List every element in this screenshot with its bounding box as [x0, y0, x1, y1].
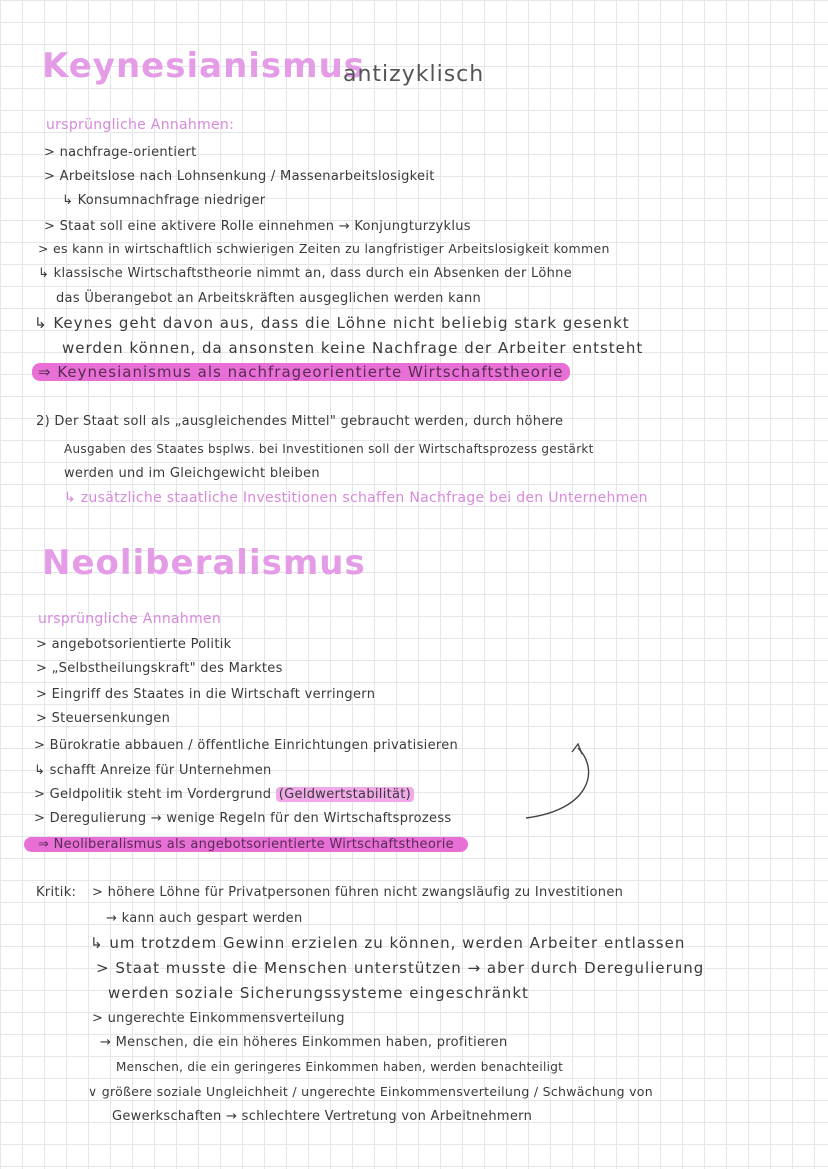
keynes-title: Keynesianismus	[42, 46, 366, 86]
kritik-line: → Menschen, die ein höheres Einkommen haben, profitieren	[100, 1035, 508, 1050]
neo-line: > Steuersenkungen	[36, 711, 171, 726]
keynes-conclusion: ⇒ Keynesianismus als nachfrageorientierte Wirtschaftstheorie	[32, 363, 570, 381]
keynes-line: werden können, da ansonsten keine Nachfrage der Arbeiter entsteht	[62, 339, 644, 357]
kritik-line: ↳ um trotzdem Gewinn erzielen zu können, werden Arbeiter entlassen	[90, 934, 686, 952]
keynes-line: ↳ klassische Wirtschaftstheorie nimmt an, dass durch ein Absenken der Löhne	[38, 266, 573, 281]
neo-line: > Eingriff des Staates in die Wirtschaft verringern	[36, 687, 376, 702]
neo-conclusion: ⇒ Neoliberalismus als angebotsorientierte Wirtschaftstheorie	[24, 836, 468, 854]
kritik-line: werden soziale Sicherungssysteme eingeschränkt	[108, 984, 529, 1002]
keynes-line: > es kann in wirtschaftlich schwierigen Zeiten zu langfristiger Arbeitslosigkeit kommen	[38, 241, 610, 256]
keynes-line: das Überangebot an Arbeitskräften ausgeglichen werden kann	[56, 291, 482, 306]
keynes-line: > Arbeitslose nach Lohnsenkung / Massenarbeitslosigkeit	[44, 169, 435, 184]
keynes-point2-line: werden und im Gleichgewicht bleiben	[64, 466, 320, 481]
kritik-line: > ungerechte Einkommensverteilung	[92, 1011, 345, 1026]
keynes-subtitle: antizyklisch	[343, 62, 485, 87]
neo-line: > angebotsorientierte Politik	[36, 637, 232, 652]
keynes-line: ↳ Konsumnachfrage niedriger	[62, 193, 266, 208]
keynes-line: ↳ Keynes geht davon aus, dass die Löhne nicht beliebig stark gesenkt	[34, 314, 630, 332]
neo-line: > „Selbstheilungskraft" des Marktes	[36, 661, 283, 676]
kritik-line: Menschen, die ein geringeres Einkommen haben, werden benachteiligt	[116, 1060, 564, 1074]
neo-line: > Bürokratie abbauen / öffentliche Einrichtungen privatisieren	[34, 738, 459, 753]
keynes-point2-line: 2) Der Staat soll als „ausgleichendes Mittel" gebraucht werden, durch höhere	[36, 414, 564, 429]
keynes-point2-line: Ausgaben des Staates bsplws. bei Investitionen soll der Wirtschaftsprozess gestärkt	[64, 442, 594, 456]
neo-assumptions-heading: ursprüngliche Annahmen	[38, 611, 222, 627]
kritik-line: > höhere Löhne für Privatpersonen führen nicht zwangsläufig zu Investitionen	[92, 885, 624, 900]
keynes-line: > Staat soll eine aktivere Rolle einnehmen → Konjungturzyklus	[44, 219, 471, 234]
keynes-assumptions-heading: ursprüngliche Annahmen:	[46, 117, 235, 133]
kritik-line: > Staat musste die Menschen unterstützen → aber durch Deregulierung	[96, 959, 705, 977]
kritik-line: ∨ größere soziale Ungleichheit / ungerechte Einkommensverteilung / Schwächung von	[88, 1084, 653, 1099]
kritik-line: → kann auch gespart werden	[106, 911, 303, 926]
kritik-label: Kritik:	[36, 885, 77, 900]
neo-geld-line: > Geldpolitik steht im Vordergrund (Geldwertstabilität)	[34, 786, 414, 804]
neo-title: Neoliberalismus	[42, 543, 366, 583]
neo-line: ↳ schafft Anreize für Unternehmen	[34, 763, 272, 778]
keynes-point2-sub: ↳ zusätzliche staatliche Investitionen schaffen Nachfrage bei den Unternehmen	[64, 490, 648, 506]
neo-dereg-line: > Deregulierung → wenige Regeln für den Wirtschaftsprozess	[34, 811, 452, 826]
kritik-line: Gewerkschaften → schlechtere Vertretung von Arbeitnehmern	[112, 1109, 533, 1124]
keynes-line: > nachfrage-orientiert	[44, 145, 197, 160]
